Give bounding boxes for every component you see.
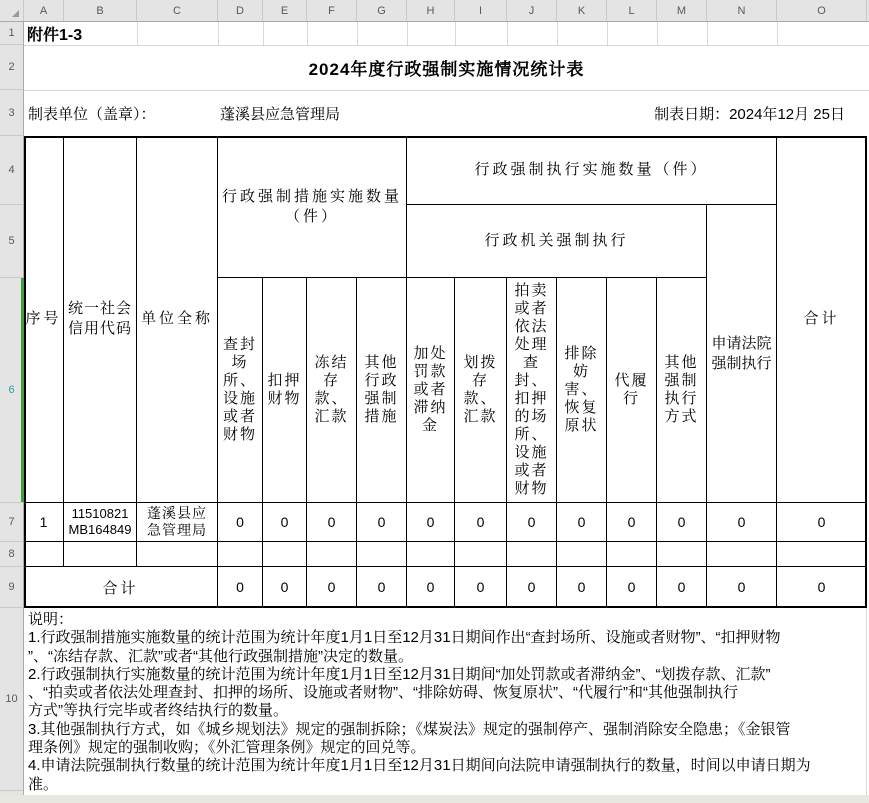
row-header-6-label: 6 bbox=[8, 384, 15, 396]
column-header-m[interactable]: M bbox=[657, 0, 707, 21]
column-header-i[interactable]: I bbox=[455, 0, 507, 21]
subheader-fine-surcharge[interactable] bbox=[407, 278, 455, 503]
note-line: 准。 bbox=[28, 775, 59, 793]
total-value-court[interactable]: 0 bbox=[707, 567, 777, 608]
subheader-transfer-deposits[interactable] bbox=[455, 278, 507, 503]
column-header-strip bbox=[0, 0, 869, 22]
total-value-other-measures[interactable]: 0 bbox=[357, 567, 407, 608]
gridline bbox=[557, 22, 558, 45]
row1-credit-code[interactable] bbox=[64, 503, 137, 542]
subheader-transfer-deposits-label: 划拨存款、汇款 bbox=[463, 354, 498, 425]
header-seq[interactable]: 序号 bbox=[24, 136, 64, 503]
subheader-other-measures[interactable] bbox=[357, 278, 407, 503]
select-all-corner[interactable] bbox=[0, 0, 24, 21]
row-header-strip bbox=[0, 22, 24, 802]
select-all-icon bbox=[12, 10, 19, 17]
column-header-d[interactable]: D bbox=[218, 0, 263, 21]
gridline bbox=[607, 22, 608, 45]
gridline bbox=[137, 22, 138, 45]
total-row-label[interactable]: 合计 bbox=[24, 567, 218, 608]
cell-a1[interactable] bbox=[27, 22, 82, 45]
column-header-a[interactable]: A bbox=[24, 0, 64, 21]
gridline bbox=[307, 22, 308, 45]
total-value-auction[interactable]: 0 bbox=[507, 567, 557, 608]
subheader-substitute-performance-label: 代履行 bbox=[614, 372, 649, 407]
column-header-n[interactable]: N bbox=[707, 0, 777, 21]
row1-value-other-enforcement[interactable]: 0 bbox=[657, 503, 707, 542]
empty-cell[interactable] bbox=[657, 542, 707, 567]
subheader-auction-label: 拍卖或者依法处理查封、扣押的场所、设施或者财物 bbox=[514, 282, 549, 497]
total-value-total[interactable]: 0 bbox=[777, 567, 867, 608]
total-value-seize[interactable]: 0 bbox=[263, 567, 307, 608]
row1-value-total[interactable]: 0 bbox=[777, 503, 867, 542]
gridline bbox=[777, 22, 778, 45]
column-header-c[interactable]: C bbox=[137, 0, 218, 21]
page-title: 2024年度行政强制实施情况统计表 bbox=[308, 60, 585, 79]
total-value-fine-surcharge[interactable]: 0 bbox=[407, 567, 455, 608]
header-enforcement-group[interactable]: 行政强制执行实施数量（件） bbox=[407, 136, 777, 205]
gridline bbox=[407, 22, 408, 45]
report-date: 制表日期：2024年12月 25日 bbox=[654, 105, 845, 123]
subheader-seize[interactable] bbox=[263, 278, 307, 503]
cell-title[interactable] bbox=[24, 45, 869, 90]
header-measures-group[interactable] bbox=[218, 136, 407, 278]
prepared-by-label: 制表单位（盖章）： bbox=[28, 105, 156, 123]
empty-cell[interactable] bbox=[263, 542, 307, 567]
attachment-label: 附件1-3 bbox=[27, 27, 83, 44]
credit-code-line2: MB164849 bbox=[68, 522, 132, 537]
column-header-f[interactable]: F bbox=[307, 0, 357, 21]
header-unit-name[interactable]: 单位全称 bbox=[137, 136, 218, 503]
row-header-2[interactable]: 2 bbox=[0, 45, 23, 90]
column-header-h[interactable]: H bbox=[407, 0, 455, 21]
next-row-partial bbox=[0, 795, 869, 803]
empty-cell[interactable] bbox=[307, 542, 357, 567]
note-line: 说明： bbox=[28, 611, 74, 628]
row-header-10[interactable]: 10 bbox=[0, 608, 23, 791]
header-admin-organ-group[interactable]: 行政机关强制执行 bbox=[407, 205, 707, 278]
gridline bbox=[657, 22, 658, 45]
row-header-6[interactable] bbox=[0, 278, 23, 503]
subheader-freeze[interactable] bbox=[307, 278, 357, 503]
total-value-remove[interactable]: 0 bbox=[557, 567, 607, 608]
row-header-8[interactable]: 8 bbox=[0, 542, 23, 567]
row1-value-substitute[interactable]: 0 bbox=[607, 503, 657, 542]
total-value-freeze[interactable]: 0 bbox=[307, 567, 357, 608]
note-line: 、“拍卖或者依法处理查封、扣押的场所、设施或者财物”、“排除妨碍、恢复原状”、“代履行”和“其他强制执行 bbox=[28, 684, 738, 702]
row-header-5[interactable]: 5 bbox=[0, 205, 23, 278]
empty-cell[interactable] bbox=[137, 542, 218, 567]
header-total[interactable]: 合计 bbox=[777, 136, 867, 503]
total-value-substitute[interactable]: 0 bbox=[607, 567, 657, 608]
row1-value-other-measures[interactable]: 0 bbox=[357, 503, 407, 542]
row-header-9[interactable]: 9 bbox=[0, 567, 23, 608]
subheader-seal-label: 查封场所、设施或者财物 bbox=[222, 336, 257, 443]
row1-value-freeze[interactable]: 0 bbox=[307, 503, 357, 542]
unit-name-line1: 蓬溪县应 bbox=[147, 505, 207, 521]
header-measures-line2: （件） bbox=[284, 207, 339, 225]
subheader-other-enforcement-label: 其他强制执行方式 bbox=[664, 354, 699, 425]
subheader-substitute-performance[interactable] bbox=[607, 278, 657, 503]
empty-cell[interactable] bbox=[507, 542, 557, 567]
report-date-cell[interactable] bbox=[654, 90, 845, 136]
column-header-l[interactable]: L bbox=[607, 0, 657, 21]
row1-value-fine-surcharge[interactable]: 0 bbox=[407, 503, 455, 542]
total-value-seal[interactable]: 0 bbox=[218, 567, 263, 608]
row1-value-auction[interactable]: 0 bbox=[507, 503, 557, 542]
gridline bbox=[455, 22, 456, 45]
prepared-by-label-cell[interactable] bbox=[28, 90, 156, 136]
subheader-seal[interactable] bbox=[218, 278, 263, 503]
total-value-transfer[interactable]: 0 bbox=[455, 567, 507, 608]
subheader-seize-label: 扣押财物 bbox=[267, 372, 302, 407]
subheader-remove-obstruction-label: 排除妨害、恢复原状 bbox=[564, 345, 599, 434]
header-measures-line1: 行政强制措施实施数量 bbox=[221, 187, 402, 205]
row1-value-remove[interactable]: 0 bbox=[557, 503, 607, 542]
unit-name-line2: 急管理局 bbox=[147, 522, 207, 538]
total-value-other-enforcement[interactable]: 0 bbox=[657, 567, 707, 608]
note-line: 理条例》规定的强制收购；《外汇管理条例》规定的回兑等。 bbox=[28, 739, 426, 757]
empty-cell[interactable] bbox=[455, 542, 507, 567]
note-line: 1.行政强制措施实施数量的统计范围为统计年度1月1日至12月31日期间作出“查封场所、设施或者财物”、“扣押财物 bbox=[28, 629, 781, 647]
header-court-apply-label: 申请法院强制执行 bbox=[711, 334, 772, 372]
column-header-e[interactable]: E bbox=[263, 0, 307, 21]
row-header-3[interactable]: 3 bbox=[0, 90, 23, 136]
prepared-by-value-cell[interactable] bbox=[220, 90, 340, 136]
column-header-o[interactable]: O bbox=[777, 0, 867, 21]
gridline bbox=[707, 22, 708, 45]
note-line: 2.行政强制执行实施数量的统计范围为统计年度1月1日至12月31日期间“加处罚款或者滞纳金”、“划拨存款、汇款” bbox=[28, 665, 771, 683]
note-line: ”、“冻结存款、汇款”或者“其他行政强制措施”决定的数量。 bbox=[28, 647, 413, 665]
credit-code-line1: 11510821 bbox=[71, 506, 129, 521]
empty-cell[interactable] bbox=[777, 542, 867, 567]
row1-seq[interactable]: 1 bbox=[24, 503, 64, 542]
empty-cell[interactable] bbox=[64, 542, 137, 567]
header-credit-code-label: 统一社会信用代码 bbox=[68, 300, 133, 337]
prepared-by-value: 蓬溪县应急管理局 bbox=[220, 105, 341, 123]
column-header-g[interactable]: G bbox=[357, 0, 407, 21]
subheader-fine-surcharge-label: 加处罚款或者滞纳金 bbox=[413, 345, 448, 434]
row1-value-seize[interactable]: 0 bbox=[263, 503, 307, 542]
statistics-table bbox=[24, 136, 867, 608]
subheader-other-measures-label: 其他行政强制措施 bbox=[364, 354, 399, 425]
row1-value-seal[interactable]: 0 bbox=[218, 503, 263, 542]
subheader-freeze-label: 冻结存款、汇款 bbox=[314, 354, 349, 425]
empty-cell[interactable] bbox=[707, 542, 777, 567]
note-line: 3.其他强制执行方式，如《城乡规划法》规定的强制拆除；《煤炭法》规定的强制停产、强制消除安全隐患；《金银管 bbox=[28, 720, 791, 738]
notes-cell[interactable] bbox=[28, 611, 864, 794]
row1-value-court[interactable]: 0 bbox=[707, 503, 777, 542]
empty-cell[interactable] bbox=[218, 542, 263, 567]
subheader-auction[interactable] bbox=[507, 278, 557, 503]
empty-cell[interactable] bbox=[357, 542, 407, 567]
row-header-1[interactable]: 1 bbox=[0, 22, 23, 45]
row-header-4[interactable]: 4 bbox=[0, 136, 23, 205]
gridline bbox=[507, 22, 508, 45]
gridline bbox=[218, 22, 219, 45]
empty-cell[interactable] bbox=[607, 542, 657, 567]
column-header-b[interactable]: B bbox=[64, 0, 137, 21]
header-credit-code[interactable] bbox=[64, 136, 137, 503]
row1-unit-name[interactable] bbox=[137, 503, 218, 542]
column-header-k[interactable]: K bbox=[557, 0, 607, 21]
gridline bbox=[866, 608, 867, 795]
header-court-apply[interactable] bbox=[707, 205, 777, 503]
row-header-7[interactable]: 7 bbox=[0, 503, 23, 542]
note-line: 方式”等执行完毕或者终结执行的数量。 bbox=[28, 702, 288, 720]
subheader-remove-obstruction[interactable] bbox=[557, 278, 607, 503]
row1-value-transfer[interactable]: 0 bbox=[455, 503, 507, 542]
column-header-j[interactable]: J bbox=[507, 0, 557, 21]
gridline bbox=[357, 22, 358, 45]
empty-cell[interactable] bbox=[557, 542, 607, 567]
note-line: 4.申请法院强制执行数量的统计范围为统计年度1月1日至12月31日期间向法院申请强制执行的数量，时间以申请日期为 bbox=[28, 757, 811, 775]
subheader-other-enforcement[interactable] bbox=[657, 278, 707, 503]
empty-cell[interactable] bbox=[407, 542, 455, 567]
empty-cell[interactable] bbox=[24, 542, 64, 567]
gridline bbox=[263, 22, 264, 45]
